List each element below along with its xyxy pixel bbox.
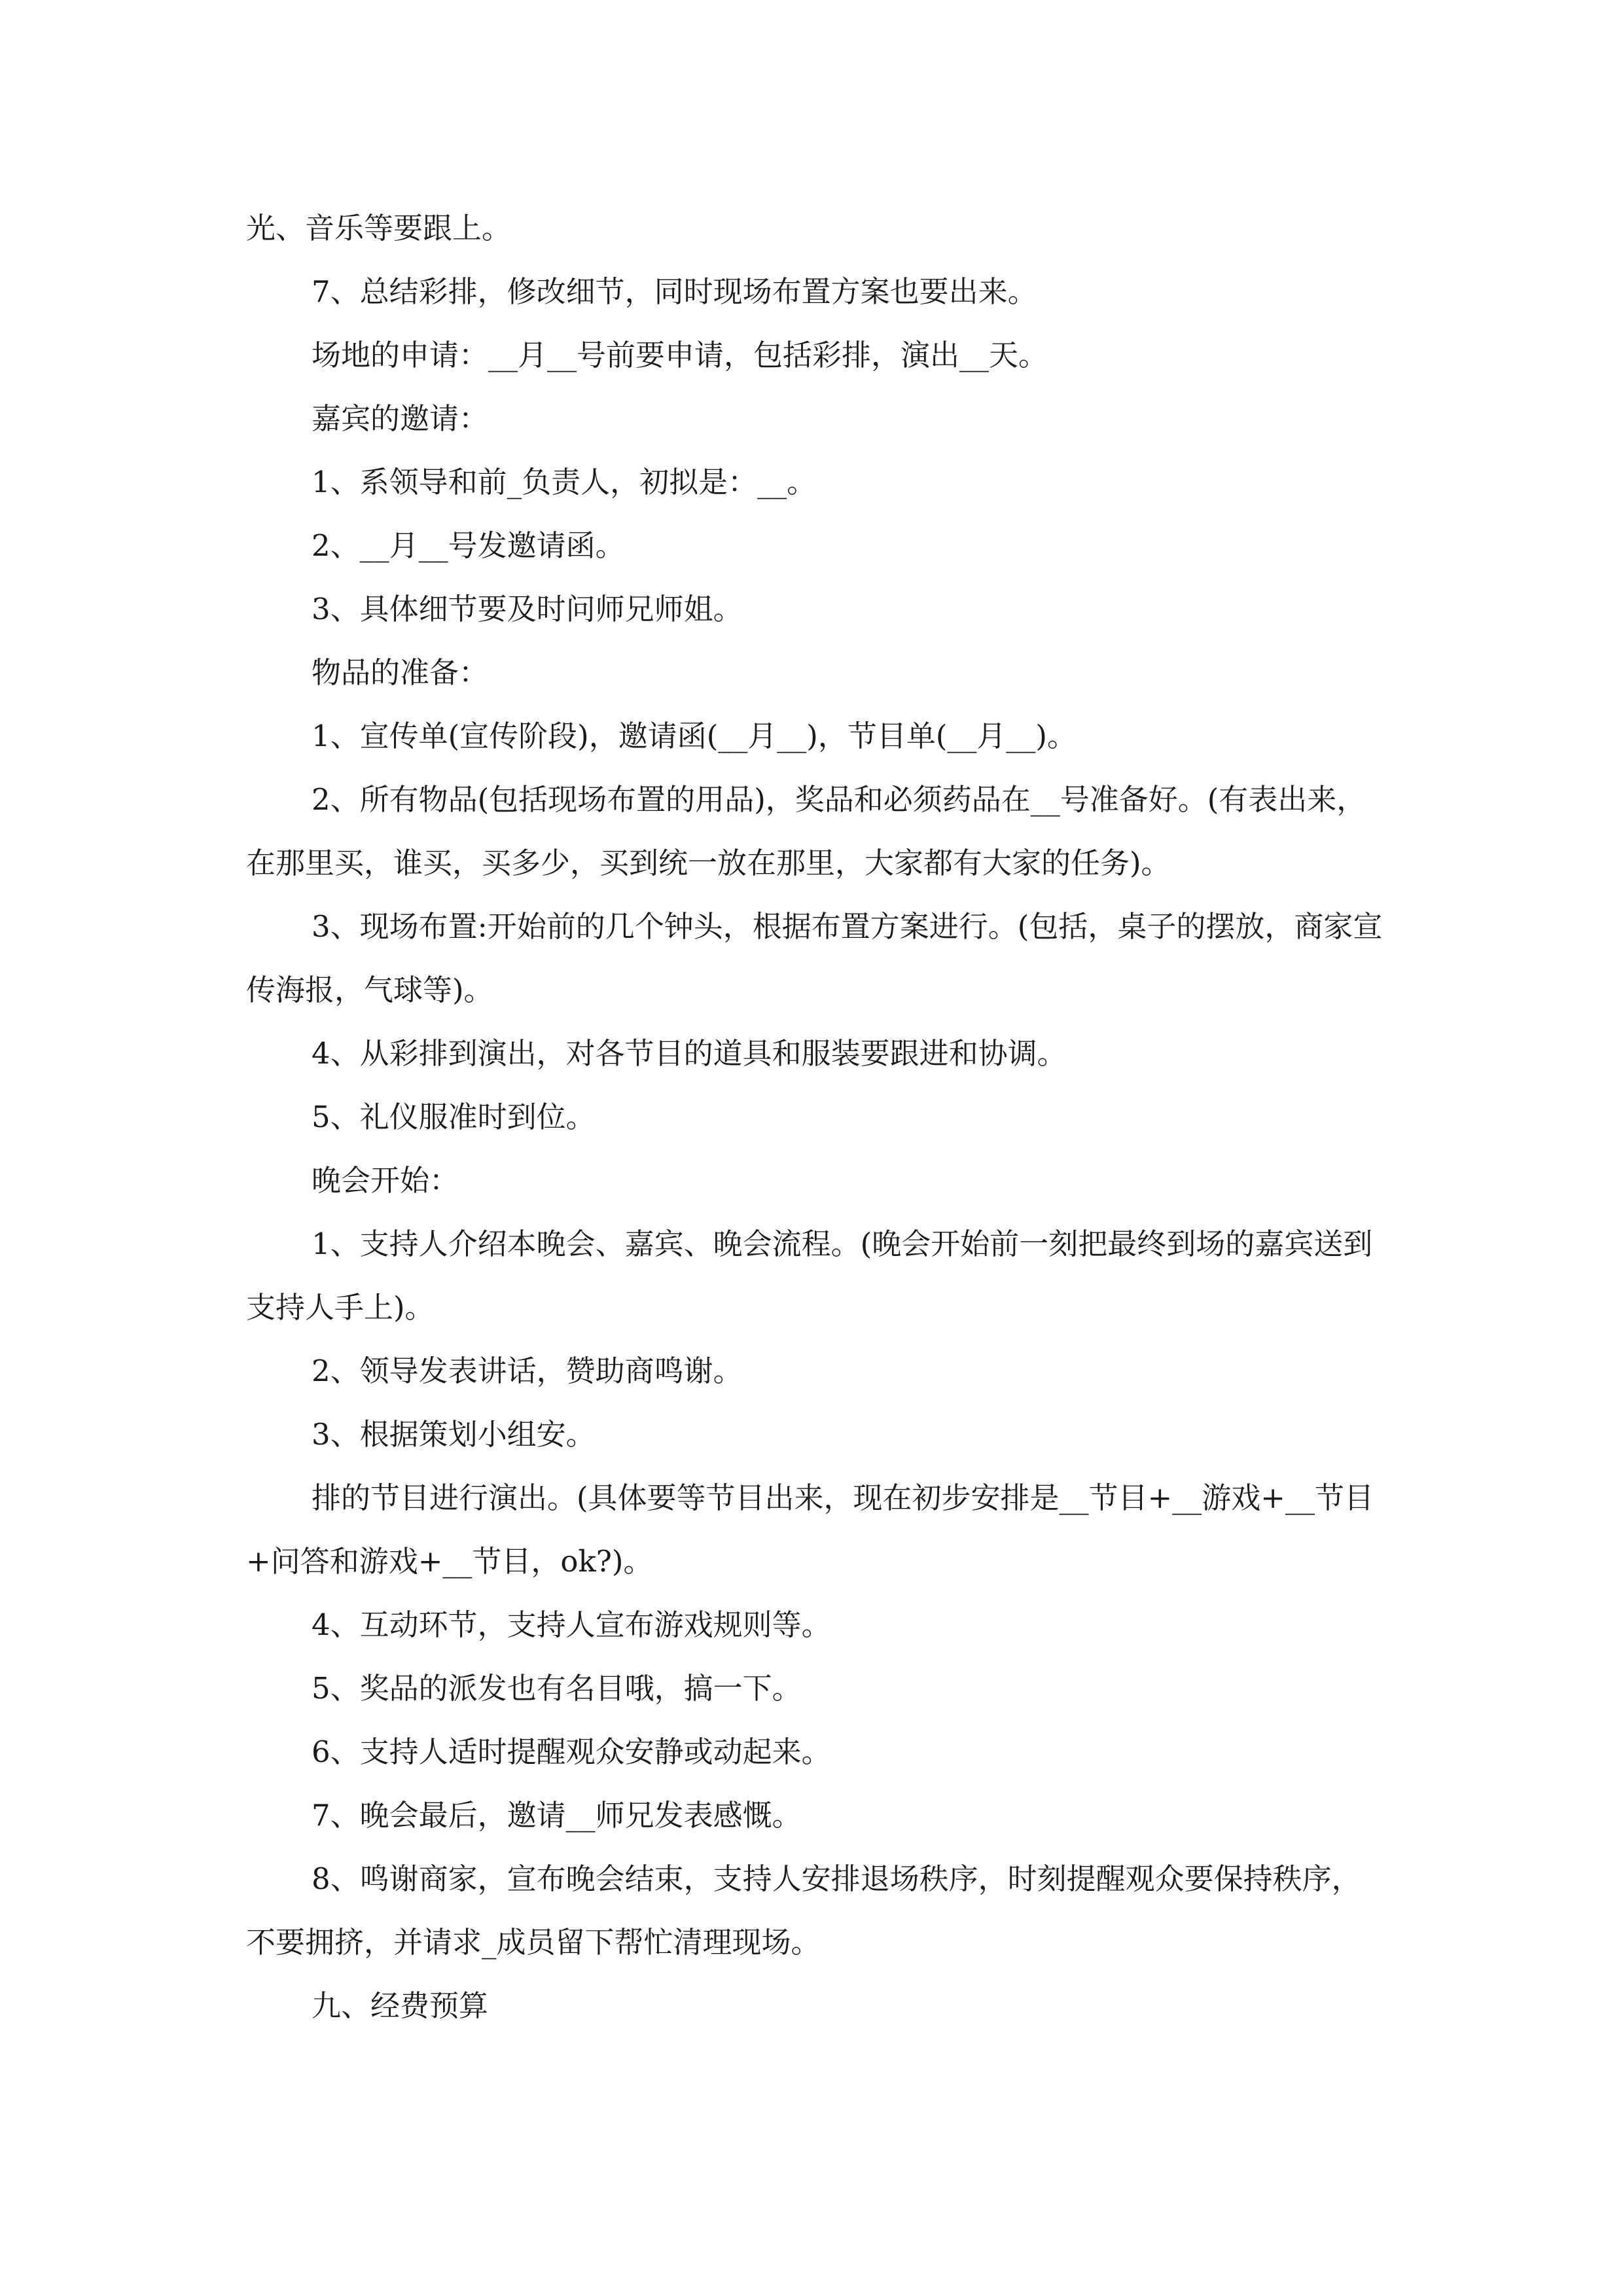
paragraph: 场地的申请：__月__号前要申请，包括彩排，演出__天。	[312, 338, 1048, 372]
list-item: 1、宣传单(宣传阶段)，邀请函(__月__)，节目单(__月__)。	[312, 719, 1077, 753]
list-item: 1、支持人介绍本晚会、嘉宾、晚会流程。(晚会开始前一刻把最终到场的嘉宾送到支持人手上)。	[246, 1227, 1373, 1325]
list-item: 5、礼仪服准时到位。	[312, 1100, 596, 1134]
list-item: 3、现场布置:开始前的几个钟头，根据布置方案进行。(包括，桌子的摆放，商家宣传海报，气球等)。	[246, 909, 1383, 1007]
list-item: 3、具体细节要及时问师兄师姐。	[312, 592, 743, 626]
list-item: 8、鸣谢商家，宣布晚会结束，支持人安排退场秩序，时刻提醒观众要保持秩序，不要拥挤，并请求_成员留下帮忙清理现场。	[246, 1861, 1361, 1960]
list-item: 5、奖品的派发也有名目哦，搞一下。	[312, 1671, 802, 1706]
paragraph: 7、总结彩排，修改细节，同时现场布置方案也要出来。	[312, 274, 1037, 309]
list-item: 2、所有物品(包括现场布置的用品)，奖品和必须药品在__号准备好。(有表出来，在那里买，谁买，买多少，买到统一放在那里，大家都有大家的任务)。	[246, 782, 1366, 880]
paragraph: 排的节目进行演出。(具体要等节目出来，现在初步安排是__节目+__游戏+__节目+问答和游戏+__节目，ok?)。	[246, 1480, 1374, 1579]
paragraph: 光、音乐等要跟上。	[246, 211, 512, 245]
list-item: 6、支持人适时提醒观众安静或动起来。	[312, 1734, 831, 1769]
section-heading: 九、经费预算	[312, 1988, 489, 2023]
list-item: 2、__月__号发邀请函。	[312, 528, 625, 563]
section-heading: 物品的准备：	[312, 655, 489, 690]
document-body	[246, 196, 1385, 2037]
section-heading: 嘉宾的邀请：	[312, 401, 489, 436]
section-heading: 晚会开始：	[312, 1163, 459, 1198]
list-item: 1、系领导和前_负责人，初拟是：__。	[312, 465, 817, 499]
list-item: 2、领导发表讲话，赞助商鸣谢。	[312, 1354, 743, 1388]
list-item: 3、根据策划小组安。	[312, 1417, 596, 1452]
list-item: 4、从彩排到演出，对各节目的道具和服装要跟进和协调。	[312, 1036, 1067, 1071]
list-item: 7、晚会最后，邀请__师兄发表感慨。	[312, 1798, 802, 1833]
list-item: 4、互动环节，支持人宣布游戏规则等。	[312, 1607, 831, 1642]
